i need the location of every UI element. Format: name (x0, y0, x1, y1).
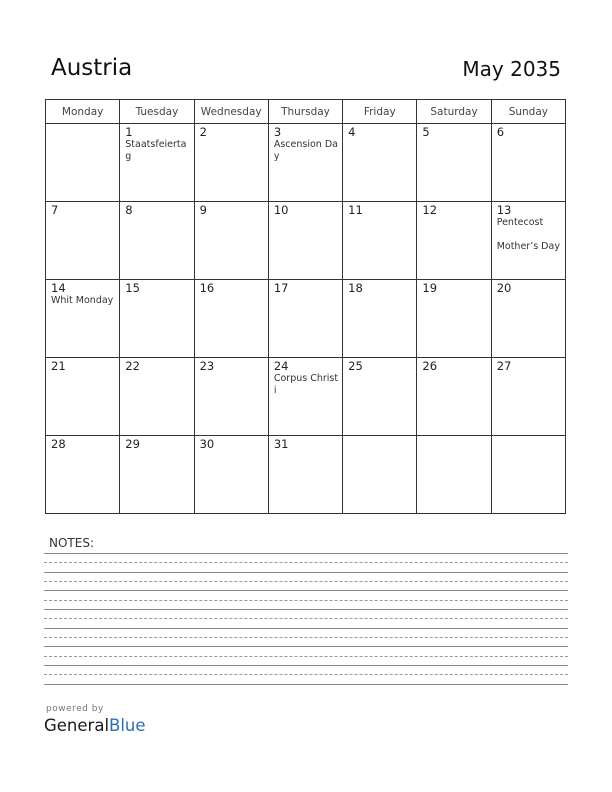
notes-line (44, 628, 568, 629)
holiday-label: Pentecost (496, 217, 544, 228)
empty-day-cell (417, 436, 491, 514)
day-cell (268, 202, 342, 280)
day-number: 1 (125, 125, 133, 139)
day-cell (491, 358, 565, 436)
day-number: 5 (422, 125, 430, 139)
day-number: 12 (422, 203, 438, 217)
calendar-grid (45, 99, 566, 514)
day-number: 16 (199, 281, 215, 295)
notes-line (44, 590, 568, 591)
day-number: 24 (273, 359, 289, 373)
day-number: 8 (125, 203, 133, 217)
notes-label: NOTES: (49, 536, 94, 550)
day-number: 30 (199, 437, 215, 451)
week-row (46, 202, 566, 280)
day-number: 4 (348, 125, 356, 139)
weekday-monday: Monday (46, 100, 120, 124)
day-cell (343, 280, 417, 358)
notes-line-dashed (44, 618, 568, 619)
day-cell (120, 202, 194, 280)
day-number: 7 (51, 203, 59, 217)
day-cell (46, 358, 120, 436)
holiday-label: Staatsfeiertag (125, 139, 187, 162)
weekday-sunday: Sunday (491, 100, 565, 124)
notes-line (44, 609, 568, 610)
day-cell (194, 358, 268, 436)
country-title: Austria (51, 55, 133, 81)
day-cell (194, 280, 268, 358)
notes-line-dashed (44, 562, 568, 563)
day-cell (120, 358, 194, 436)
notes-line (44, 572, 568, 573)
day-cell (417, 358, 491, 436)
day-number: 3 (273, 125, 282, 139)
day-cell (491, 280, 565, 358)
day-cell (194, 436, 268, 514)
day-number: 11 (348, 203, 363, 217)
day-cell (417, 280, 491, 358)
notes-line (44, 665, 568, 666)
day-number: 28 (51, 437, 66, 451)
empty-day-cell (343, 436, 417, 514)
day-cell (343, 358, 417, 436)
day-cell (120, 436, 194, 514)
weekday-thursday: Thursday (268, 100, 342, 124)
week-row (46, 358, 566, 436)
day-number: 25 (348, 359, 363, 373)
weekday-saturday: Saturday (417, 100, 491, 124)
day-cell (491, 202, 565, 280)
day-number: 29 (125, 437, 140, 451)
notes-line-dashed (44, 674, 568, 675)
day-number: 10 (273, 203, 289, 217)
day-number: 17 (273, 281, 289, 295)
notes-line (44, 646, 568, 647)
day-cell (417, 124, 491, 202)
notes-line-dashed (44, 656, 568, 657)
notes-line-dashed (44, 600, 568, 601)
notes-line (44, 553, 568, 554)
weekday-wednesday: Wednesday (194, 100, 268, 124)
month-year-title: May 2035 (462, 57, 561, 81)
day-cell (194, 124, 268, 202)
notes-line-dashed (44, 637, 568, 638)
day-number: 14 (51, 281, 66, 295)
powered-by-text: powered by (46, 704, 104, 714)
day-number: 26 (422, 359, 438, 373)
day-number: 15 (125, 281, 140, 295)
day-number: 19 (422, 281, 438, 295)
day-number: 27 (496, 359, 512, 373)
holiday-label: Ascension Day (273, 139, 338, 162)
day-cell (46, 202, 120, 280)
notes-line-dashed (44, 581, 568, 582)
day-cell (46, 436, 120, 514)
week-row (46, 280, 566, 358)
weekday-friday: Friday (343, 100, 417, 124)
day-number: 2 (199, 125, 207, 139)
day-number: 20 (496, 281, 512, 295)
day-cell (268, 436, 342, 514)
day-number: 6 (496, 125, 505, 139)
empty-day-cell (491, 436, 565, 514)
holiday-label: Corpus Christi (273, 373, 339, 396)
week-row (46, 124, 566, 202)
day-number: 9 (199, 203, 207, 217)
day-cell (268, 358, 342, 436)
day-cell (120, 280, 194, 358)
holiday-label: Whit Monday (51, 295, 114, 306)
day-number: 31 (273, 437, 289, 451)
logo-general: General (44, 716, 110, 735)
day-number: 23 (199, 359, 215, 373)
generalblue-logo (44, 716, 146, 735)
day-number: 22 (125, 359, 140, 373)
day-cell (343, 124, 417, 202)
day-cell (343, 202, 417, 280)
day-cell (194, 202, 268, 280)
notes-line (44, 684, 568, 685)
logo-blue: Blue (109, 716, 146, 735)
day-cell (46, 280, 120, 358)
weekday-tuesday: Tuesday (120, 100, 194, 124)
day-number: 21 (51, 359, 66, 373)
day-number: 18 (348, 281, 363, 295)
day-cell (120, 124, 194, 202)
day-cell (268, 124, 342, 202)
weekday-header-row (46, 100, 566, 124)
day-cell (417, 202, 491, 280)
week-row (46, 436, 566, 514)
empty-day-cell (46, 124, 120, 202)
holiday-label: Mother’s Day (496, 241, 560, 252)
day-cell (491, 124, 565, 202)
day-cell (268, 280, 342, 358)
day-number: 13 (496, 203, 512, 217)
